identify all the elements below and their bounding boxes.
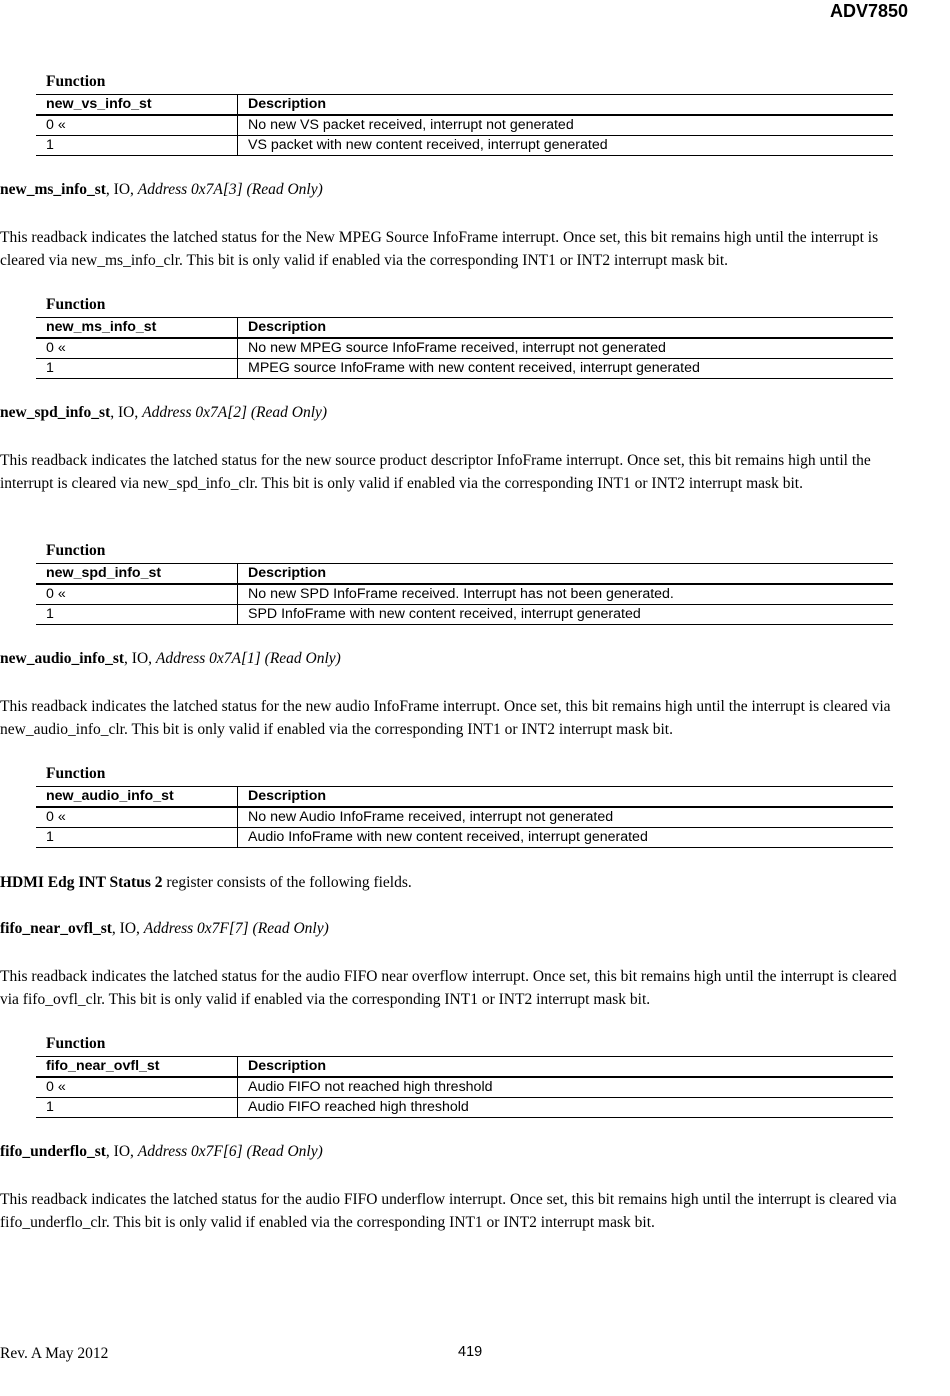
register-name: fifo_near_ovfl_st <box>0 920 112 937</box>
function-table-new-audio-info-st <box>36 786 893 848</box>
column-header-description: Description <box>238 1057 894 1078</box>
section-intro <box>0 874 412 892</box>
register-address: Address 0x7A[1] (Read Only) <box>155 650 341 667</box>
description-cell: No new VS packet received, interrupt not generated <box>238 115 894 136</box>
column-header-description: Description <box>238 95 894 116</box>
column-header-description: Description <box>238 318 894 339</box>
register-group-name: HDMI Edg INT Status 2 <box>0 874 163 891</box>
description-cell: VS packet with new content received, interrupt generated <box>238 136 894 156</box>
description-cell: MPEG source InfoFrame with new content received, interrupt generated <box>238 359 894 379</box>
column-header-field: new_ms_info_st <box>36 318 238 339</box>
column-header-field: fifo_near_ovfl_st <box>36 1057 238 1078</box>
value-cell: 1 <box>36 359 238 379</box>
value-cell: 1 <box>36 136 238 156</box>
column-header-description: Description <box>238 564 894 585</box>
function-label: Function <box>46 73 106 90</box>
table-row <box>36 115 893 136</box>
register-description: This readback indicates the latched status for the audio FIFO underflow interrupt. Once set, this bit remains high until the interrupt is cleared via fifo_underflo_clr. This bit is only valid if enabled via the corresponding INT1 or INT2 interrupt mask bit. <box>0 1191 897 1231</box>
function-table-fifo-near-ovfl-st <box>36 1056 893 1118</box>
register-heading <box>0 650 341 668</box>
value-cell: 1 <box>36 828 238 848</box>
value-cell: 0 « <box>36 338 238 359</box>
register-heading <box>0 920 329 938</box>
register-heading <box>0 181 323 199</box>
description-cell: Audio FIFO reached high threshold <box>238 1098 894 1118</box>
value-cell: 0 « <box>36 807 238 828</box>
column-header-field: new_vs_info_st <box>36 95 238 116</box>
description-cell: Audio FIFO not reached high threshold <box>238 1077 894 1098</box>
table-row <box>36 359 893 379</box>
function-table-new-ms-info-st <box>36 317 893 379</box>
function-table-new-spd-info-st <box>36 563 893 625</box>
register-description: This readback indicates the latched status for the new source product descriptor InfoFrame interrupt. Once set, this bit remains high until the interrupt is cleared via new_spd_info_clr. This bit is only valid if enabled via the corresponding INT1 or INT2 interrupt mask bit. <box>0 452 871 492</box>
register-name: fifo_underflo_st <box>0 1143 106 1160</box>
table-row <box>36 605 893 625</box>
description-cell: No new SPD InfoFrame received. Interrupt has not been generated. <box>238 584 894 605</box>
revision-footer: Rev. A May 2012 <box>0 1345 109 1362</box>
register-address: Address 0x7A[2] (Read Only) <box>142 404 328 421</box>
value-cell: 0 « <box>36 1077 238 1098</box>
register-description: This readback indicates the latched status for the New MPEG Source InfoFrame interrupt. Once set, this bit remains high until the interrupt is cleared via new_ms_info_clr. This bit is only valid if enabled via the corresponding INT1 or INT2 interrupt mask bit. <box>0 229 879 269</box>
table-row <box>36 1077 893 1098</box>
register-name: new_audio_info_st <box>0 650 125 667</box>
table-row <box>36 136 893 156</box>
description-cell: No new MPEG source InfoFrame received, interrupt not generated <box>238 338 894 359</box>
column-header-description: Description <box>238 787 894 808</box>
table-row <box>36 584 893 605</box>
register-type: , IO, <box>111 920 144 937</box>
table-row <box>36 828 893 848</box>
register-type: , IO, <box>124 650 156 667</box>
register-address: Address 0x7A[3] (Read Only) <box>137 181 323 198</box>
value-cell: 0 « <box>36 584 238 605</box>
function-label: Function <box>46 296 106 313</box>
function-table-new-vs-info-st <box>36 94 893 156</box>
section-intro-text: register consists of the following fields. <box>162 874 412 891</box>
value-cell: 1 <box>36 1098 238 1118</box>
register-name: new_spd_info_st <box>0 404 111 421</box>
value-cell: 1 <box>36 605 238 625</box>
table-row <box>36 1098 893 1118</box>
description-cell: Audio InfoFrame with new content received, interrupt generated <box>238 828 894 848</box>
register-address: Address 0x7F[6] (Read Only) <box>137 1143 323 1160</box>
register-type: , IO, <box>105 1143 138 1160</box>
register-name: new_ms_info_st <box>0 181 106 198</box>
page-number: 419 <box>458 1344 483 1360</box>
value-cell: 0 « <box>36 115 238 136</box>
register-heading <box>0 1143 323 1161</box>
function-label: Function <box>46 542 106 559</box>
function-label: Function <box>46 765 106 782</box>
register-heading <box>0 404 327 422</box>
description-cell: No new Audio InfoFrame received, interrupt not generated <box>238 807 894 828</box>
table-row <box>36 338 893 359</box>
register-description: This readback indicates the latched status for the audio FIFO near overflow interrupt. Once set, this bit remains high until the interrupt is cleared via fifo_ovfl_clr. This bit is only valid if enabled via the corresponding INT1 or INT2 interrupt mask bit. <box>0 968 897 1008</box>
description-cell: SPD InfoFrame with new content received, interrupt generated <box>238 605 894 625</box>
table-row <box>36 807 893 828</box>
register-type: , IO, <box>110 404 143 421</box>
function-label: Function <box>46 1035 106 1052</box>
document-title: ADV7850 <box>829 1 908 21</box>
register-description: This readback indicates the latched status for the new audio InfoFrame interrupt. Once set, this bit remains high until the interrupt is cleared via new_audio_info_clr. This bit is only valid if enabled via the corresponding INT1 or INT2 interrupt mask bit. <box>0 698 891 738</box>
register-type: , IO, <box>105 181 138 198</box>
register-address: Address 0x7F[7] (Read Only) <box>143 920 329 937</box>
column-header-field: new_spd_info_st <box>36 564 238 585</box>
column-header-field: new_audio_info_st <box>36 787 238 808</box>
